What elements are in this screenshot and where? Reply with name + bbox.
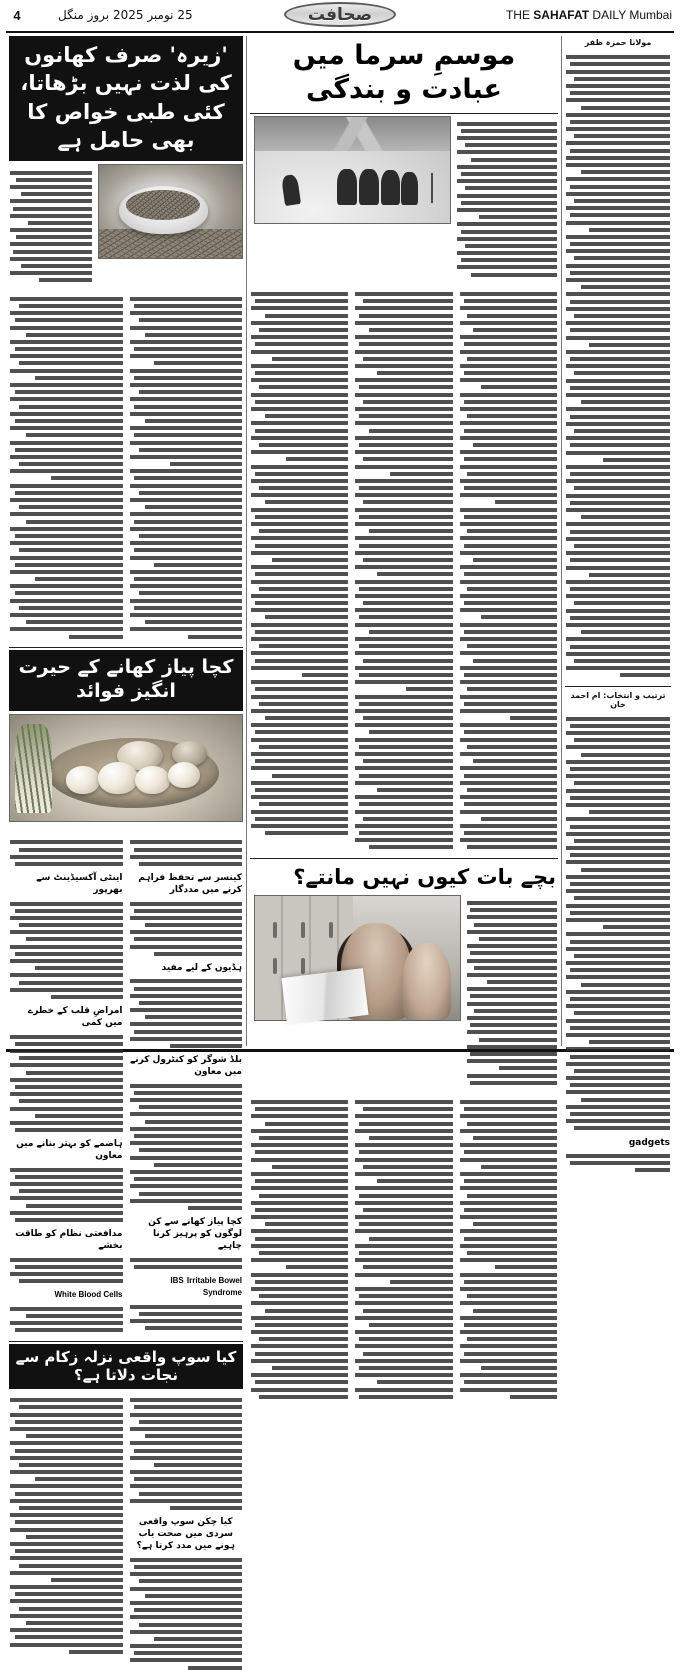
center-section-divider bbox=[250, 858, 558, 859]
children-headline: بچے بات کیوں نہیں مانتے؟ bbox=[293, 864, 556, 889]
spring-onions bbox=[15, 724, 52, 813]
figure-row-1 bbox=[337, 169, 357, 205]
onion-4 bbox=[168, 762, 200, 789]
brand-name: SAHAFAT bbox=[533, 8, 590, 22]
open-book bbox=[281, 968, 368, 1025]
mountain-backdrop bbox=[255, 117, 450, 151]
cabinet-handle-2 bbox=[301, 922, 305, 938]
onion-photo-caption bbox=[9, 822, 243, 834]
page-number: 4 bbox=[13, 7, 21, 23]
column-right bbox=[561, 36, 674, 1148]
cabinet-handle-1 bbox=[273, 922, 277, 938]
onion-subhead-4: اینٹی آکسیڈینٹ سے بھرپور bbox=[36, 873, 123, 896]
mother-reading-photo bbox=[254, 895, 460, 1021]
right-col-credit: ترتیب و انتخاب: ام احمد خان bbox=[570, 690, 666, 709]
main-article-byline: مولانا حمزہ ظفر bbox=[584, 38, 652, 47]
figure-row-2 bbox=[359, 169, 379, 205]
main-text-col-a bbox=[456, 116, 558, 283]
soup-article-body bbox=[9, 1392, 243, 1676]
onion-3 bbox=[135, 766, 170, 794]
column-left bbox=[6, 36, 246, 1552]
right-col-text-top bbox=[565, 49, 671, 684]
onion-headline: کچا پیاز کھانے کے حیرت انگیز فوائد bbox=[9, 650, 243, 711]
publication-date: 25 نومبر 2025 بروز منگل bbox=[58, 8, 193, 22]
right-col-divider bbox=[565, 686, 671, 687]
main-headline-rule bbox=[250, 113, 558, 114]
main-text-col-1 bbox=[459, 286, 558, 856]
children-article-top bbox=[250, 895, 558, 1091]
onion-subhead-3: کچا پیاز کھانے سے کن لوگوں کو پرہیز کرنا چاہیے bbox=[148, 1217, 242, 1252]
term-ibs: IBS bbox=[170, 1276, 184, 1286]
children-text-col-2 bbox=[354, 1094, 453, 1405]
right-col-text-bottom bbox=[565, 711, 671, 1179]
children-text-col-3 bbox=[250, 1094, 349, 1405]
onion-subhead-1: ہڈیوں کے لیے مفید bbox=[161, 963, 242, 974]
term-irritable-bowel: Irritable Bowel bbox=[186, 1276, 242, 1286]
pole bbox=[431, 173, 433, 203]
right-col-english-term: gadgets bbox=[628, 1137, 670, 1148]
term-syndrome: Syndrome bbox=[202, 1288, 242, 1298]
brand-english bbox=[506, 8, 672, 22]
page-body bbox=[6, 36, 674, 1552]
column-center bbox=[246, 36, 561, 1046]
figure-row-3 bbox=[381, 170, 400, 205]
cumin-text-col-a bbox=[9, 164, 93, 288]
cabinet-handle-3 bbox=[329, 922, 333, 938]
main-article-body bbox=[250, 286, 558, 856]
cumin-article-top bbox=[9, 164, 243, 288]
term-white-blood-cells: White Blood Cells bbox=[54, 1290, 123, 1300]
children-text-col-a bbox=[466, 895, 558, 1091]
brand-suffix: DAILY Mumbai bbox=[589, 8, 672, 22]
masthead-divider bbox=[6, 31, 674, 33]
cabinet-handle-5 bbox=[301, 958, 305, 974]
children-article-body bbox=[250, 1094, 558, 1405]
cumin-photo bbox=[98, 164, 243, 259]
prayer-in-snow-photo bbox=[254, 116, 451, 224]
onion-article-body bbox=[9, 834, 243, 1338]
onion-subhead-7: مدافعتی نظام کو طاقت بخشے bbox=[15, 1229, 123, 1252]
onion-photo bbox=[9, 714, 243, 822]
soup-text-col-1 bbox=[129, 1392, 244, 1676]
onion-subhead-6: ہاضمے کو بہتر بنانے میں معاون bbox=[16, 1139, 123, 1162]
soup-text-col-2 bbox=[9, 1392, 124, 1676]
onion-english-terms bbox=[130, 1272, 243, 1301]
child-figure bbox=[402, 943, 451, 1020]
onion-subhead-5: امراضِ قلب کے خطرے میں کمی bbox=[27, 1006, 123, 1029]
onion-soup-divider bbox=[9, 1341, 243, 1342]
cumin-text-col-2 bbox=[9, 291, 124, 645]
onion-text-col-2 bbox=[9, 834, 124, 1338]
cumin-text-col-1 bbox=[129, 291, 244, 645]
onion-wbc-term bbox=[10, 1286, 123, 1303]
brand-prefix: THE bbox=[505, 8, 534, 22]
onion-subhead-0: کینسر سے تحفظ فراہم کرنے میں مددگار bbox=[138, 873, 242, 896]
main-text-col-2 bbox=[354, 286, 453, 856]
onion-text-col-1 bbox=[129, 834, 244, 1338]
main-article-top bbox=[250, 116, 558, 283]
cabinet-handle-4 bbox=[273, 958, 277, 974]
onion-1 bbox=[66, 766, 101, 794]
masthead bbox=[6, 0, 674, 30]
cumin-onion-divider bbox=[9, 647, 243, 648]
onion-subhead-2: بلڈ شوگر کو کنٹرول کرنے میں معاون bbox=[129, 1055, 242, 1078]
soup-subhead: کیا چکن سوپ واقعی سردی میں صحت یاب ہونے میں مدد کرتا ہے؟ bbox=[136, 1517, 235, 1552]
cumin-headline: 'زیرہ' صرف کھانوں کی لذت نہیں بڑھاتا، کئی طبی خواص کا بھی حامل ہے bbox=[9, 36, 243, 161]
children-text-col-1 bbox=[459, 1094, 558, 1405]
cumin-article-body bbox=[9, 291, 243, 645]
figure-row-4 bbox=[401, 172, 418, 205]
soup-headline: کیا سوپ واقعی نزلہ زکام سے نجات دلاتا ہے؟ bbox=[9, 1344, 243, 1390]
main-text-col-3 bbox=[250, 286, 349, 856]
sahafat-logo: صحافت bbox=[284, 2, 396, 27]
main-headline: موسمِ سرما میں عبادت و بندگی bbox=[292, 40, 516, 105]
figure-bowing bbox=[281, 174, 301, 206]
onion-2 bbox=[98, 762, 137, 794]
